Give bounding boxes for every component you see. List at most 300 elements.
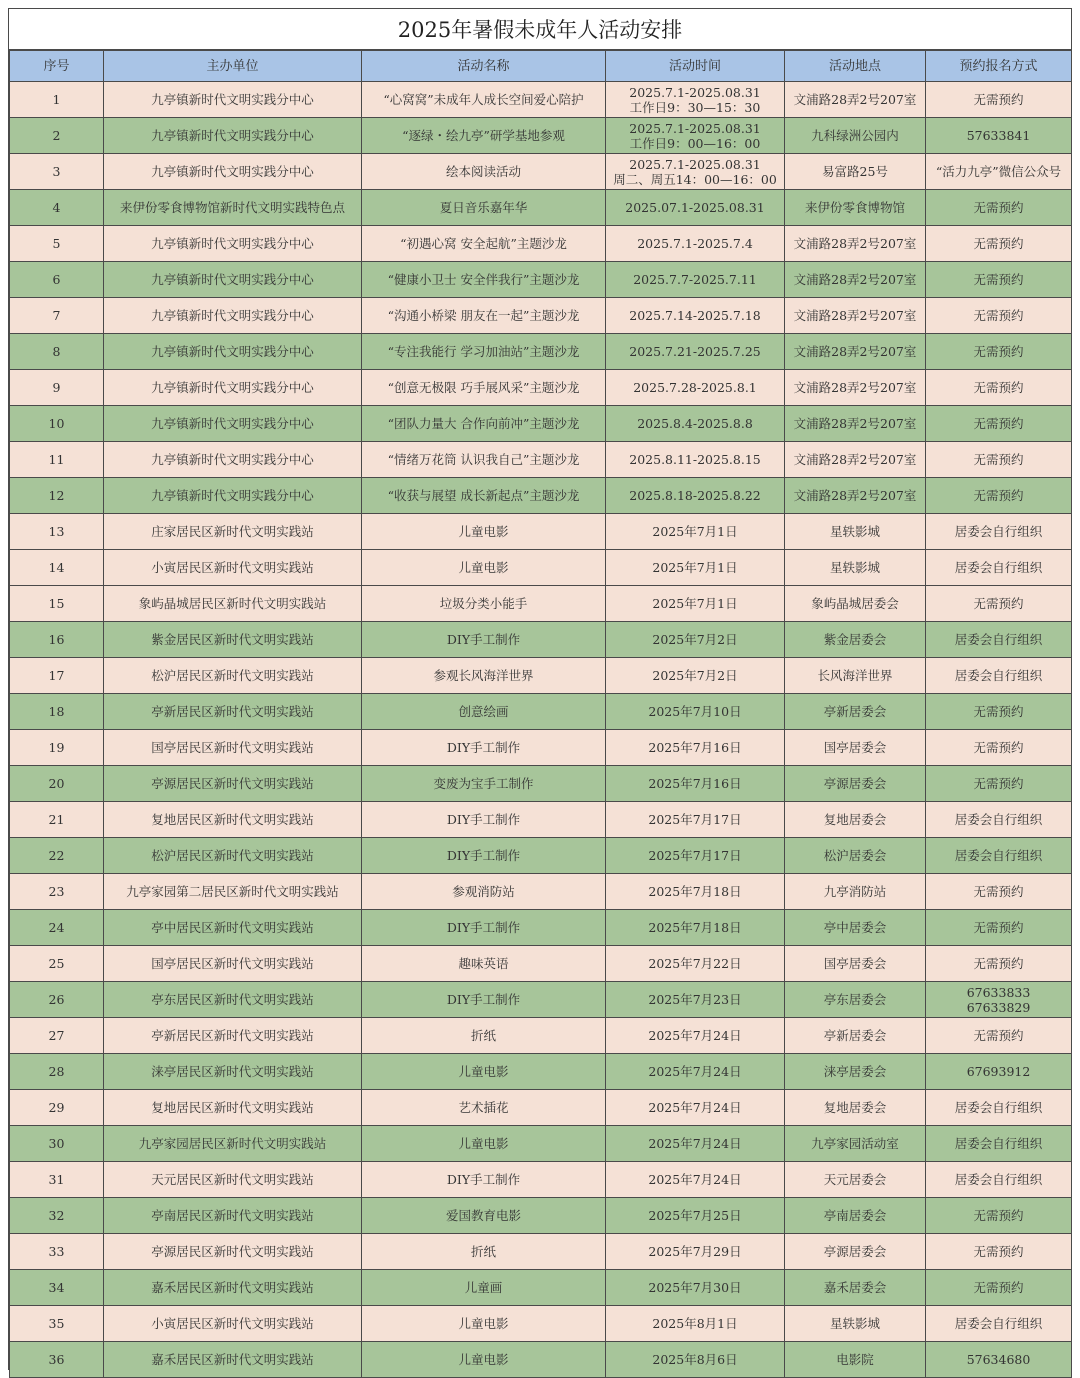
cell-signup-method: [926, 1018, 1072, 1054]
table-row: [10, 1090, 1072, 1126]
table-row: [10, 1054, 1072, 1090]
cell-activity-time-line: 2025.7.1-2025.08.31: [629, 84, 761, 100]
cell-activity-time: [606, 622, 785, 658]
cell-activity-time: [606, 1198, 785, 1234]
cell-activity-time-line: 2025年7月17日: [648, 812, 742, 827]
cell-signup-method: [926, 226, 1072, 262]
cell-activity-name: 夏日音乐嘉年华: [362, 190, 606, 226]
cell-activity-name: “创意无极限 巧手展风采”主题沙龙: [362, 370, 606, 406]
cell-organizer: 来伊份零食博物馆新时代文明实践特色点: [104, 190, 362, 226]
cell-activity-time: [606, 1342, 785, 1378]
cell-organizer: 九亭镇新时代文明实践分中心: [104, 406, 362, 442]
cell-signup-method-line: 无需预约: [973, 1028, 1024, 1043]
cell-activity-time-line: 2025年7月23日: [648, 992, 742, 1007]
cell-activity-time-line: 工作日9：00—16：00: [629, 135, 761, 151]
table-row: [10, 1198, 1072, 1234]
cell-activity-time: [606, 1090, 785, 1126]
cell-organizer: 九亭镇新时代文明实践分中心: [104, 370, 362, 406]
cell-no: 8: [10, 334, 104, 370]
cell-activity-time-line: 2025年7月22日: [648, 956, 742, 971]
cell-activity-name: 儿童电影: [362, 514, 606, 550]
cell-organizer: 九亭镇新时代文明实践分中心: [104, 226, 362, 262]
table-row: [10, 334, 1072, 370]
cell-activity-place: 亭新居委会: [785, 694, 926, 730]
cell-no: 34: [10, 1270, 104, 1306]
cell-no: 36: [10, 1342, 104, 1378]
cell-organizer: 九亭镇新时代文明实践分中心: [104, 478, 362, 514]
cell-activity-time: [606, 1018, 785, 1054]
cell-activity-name: “专注我能行 学习加油站”主题沙龙: [362, 334, 606, 370]
cell-activity-time: [606, 82, 785, 118]
cell-no: 14: [10, 550, 104, 586]
cell-activity-place: 星轶影城: [785, 550, 926, 586]
cell-activity-place: 涞亭居委会: [785, 1054, 926, 1090]
cell-activity-place: 天元居委会: [785, 1162, 926, 1198]
cell-activity-name: “初遇心窝 安全起航”主题沙龙: [362, 226, 606, 262]
cell-organizer: 松沪居民区新时代文明实践站: [104, 658, 362, 694]
table-row: [10, 802, 1072, 838]
cell-activity-time: [606, 1162, 785, 1198]
cell-signup-method-line: 无需预约: [973, 344, 1024, 359]
cell-activity-place: 文浦路28弄2号207室: [785, 478, 926, 514]
cell-activity-name: 儿童电影: [362, 1126, 606, 1162]
cell-signup-method: [926, 154, 1072, 190]
cell-signup-method-line: 居委会自行组织: [954, 1136, 1043, 1151]
cell-signup-method-line: 无需预约: [973, 272, 1024, 287]
cell-activity-name: “健康小卫士 安全伴我行”主题沙龙: [362, 262, 606, 298]
cell-activity-time: [606, 154, 785, 190]
cell-signup-method-line: 无需预约: [973, 596, 1024, 611]
table-row: [10, 982, 1072, 1018]
cell-activity-name: 艺术插花: [362, 1090, 606, 1126]
cell-signup-method: [926, 478, 1072, 514]
cell-no: 32: [10, 1198, 104, 1234]
cell-signup-method: [926, 118, 1072, 154]
cell-organizer: 象屿晶城居民区新时代文明实践站: [104, 586, 362, 622]
cell-signup-method-line: 无需预约: [973, 308, 1024, 323]
cell-signup-method: [926, 838, 1072, 874]
cell-signup-method-line: 居委会自行组织: [954, 560, 1043, 575]
cell-signup-method: [926, 1162, 1072, 1198]
cell-signup-method-line: 无需预约: [973, 416, 1024, 431]
cell-activity-name: “心窝窝”未成年人成长空间爱心陪护: [362, 82, 606, 118]
cell-activity-time-line: 2025.7.28-2025.8.1: [633, 380, 757, 395]
cell-activity-time-line: 2025.8.11-2025.8.15: [629, 452, 761, 467]
cell-activity-time: [606, 658, 785, 694]
schedule-table: [9, 50, 1072, 1378]
cell-activity-time-line: 周二、周五14：00—16：00: [613, 171, 777, 187]
table-row: [10, 514, 1072, 550]
cell-activity-time-line: 2025年7月18日: [648, 884, 742, 899]
cell-organizer: 亭新居民区新时代文明实践站: [104, 694, 362, 730]
table-row: [10, 1270, 1072, 1306]
cell-signup-method: [926, 982, 1072, 1018]
cell-signup-method: [926, 622, 1072, 658]
cell-signup-method: [926, 1126, 1072, 1162]
cell-no: 4: [10, 190, 104, 226]
cell-activity-name: DIY手工制作: [362, 838, 606, 874]
cell-signup-method: [926, 1090, 1072, 1126]
cell-signup-method: [926, 190, 1072, 226]
cell-activity-time: [606, 586, 785, 622]
cell-signup-method-line: 居委会自行组织: [954, 812, 1043, 827]
cell-no: 6: [10, 262, 104, 298]
cell-signup-method-line: “活力九亭”微信公众号: [935, 164, 1062, 179]
cell-no: 24: [10, 910, 104, 946]
cell-organizer: 小寅居民区新时代文明实践站: [104, 1306, 362, 1342]
cell-signup-method-line: 57633841: [966, 128, 1031, 143]
cell-activity-place: 文浦路28弄2号207室: [785, 442, 926, 478]
cell-activity-place: 九亭家园活动室: [785, 1126, 926, 1162]
cell-no: 28: [10, 1054, 104, 1090]
cell-activity-place: 九亭消防站: [785, 874, 926, 910]
cell-activity-place: 亭南居委会: [785, 1198, 926, 1234]
cell-no: 5: [10, 226, 104, 262]
cell-organizer: 亭源居民区新时代文明实践站: [104, 766, 362, 802]
table-row: [10, 586, 1072, 622]
cell-activity-time: [606, 982, 785, 1018]
cell-activity-time-line: 2025年8月6日: [652, 1352, 738, 1367]
header-activity-time: 活动时间: [606, 51, 785, 82]
cell-organizer: 复地居民区新时代文明实践站: [104, 802, 362, 838]
cell-signup-method-line: 无需预约: [973, 200, 1024, 215]
cell-organizer: 九亭镇新时代文明实践分中心: [104, 154, 362, 190]
cell-signup-method: [926, 1306, 1072, 1342]
cell-activity-time-line: 2025年7月1日: [652, 560, 738, 575]
cell-activity-name: “收获与展望 成长新起点”主题沙龙: [362, 478, 606, 514]
cell-activity-place: 来伊份零食博物馆: [785, 190, 926, 226]
cell-signup-method: [926, 550, 1072, 586]
cell-activity-place: 亭新居委会: [785, 1018, 926, 1054]
cell-activity-place: 文浦路28弄2号207室: [785, 370, 926, 406]
cell-signup-method-line: 无需预约: [973, 920, 1024, 935]
cell-activity-name: 创意绘画: [362, 694, 606, 730]
cell-organizer: 嘉禾居民区新时代文明实践站: [104, 1270, 362, 1306]
cell-no: 30: [10, 1126, 104, 1162]
cell-signup-method: [926, 298, 1072, 334]
cell-organizer: 亭东居民区新时代文明实践站: [104, 982, 362, 1018]
cell-activity-name: “团队力量大 合作向前冲”主题沙龙: [362, 406, 606, 442]
cell-organizer: 涞亭居民区新时代文明实践站: [104, 1054, 362, 1090]
cell-activity-time-line: 2025年7月1日: [652, 524, 738, 539]
cell-activity-time: [606, 190, 785, 226]
cell-activity-time-line: 2025.7.21-2025.7.25: [629, 344, 761, 359]
cell-signup-method-line: 无需预约: [973, 236, 1024, 251]
cell-activity-time-line: 2025年7月16日: [648, 776, 742, 791]
cell-activity-name: 折纸: [362, 1234, 606, 1270]
cell-organizer: 九亭镇新时代文明实践分中心: [104, 262, 362, 298]
table-row: [10, 154, 1072, 190]
cell-signup-method-line: 无需预约: [973, 92, 1024, 107]
cell-organizer: 庄家居民区新时代文明实践站: [104, 514, 362, 550]
cell-signup-method-line: 57634680: [966, 1352, 1031, 1367]
cell-activity-time-line: 2025年7月24日: [648, 1172, 742, 1187]
cell-signup-method: [926, 766, 1072, 802]
cell-activity-time: [606, 910, 785, 946]
cell-organizer: 九亭镇新时代文明实践分中心: [104, 298, 362, 334]
cell-activity-place: 易富路25号: [785, 154, 926, 190]
cell-activity-name: DIY手工制作: [362, 730, 606, 766]
cell-signup-method-line: 67633829: [966, 999, 1031, 1015]
cell-activity-time: [606, 550, 785, 586]
cell-signup-method-line: 67693912: [966, 1064, 1031, 1079]
cell-no: 20: [10, 766, 104, 802]
cell-activity-time-line: 2025.7.1-2025.08.31: [629, 120, 761, 136]
cell-activity-place: 紫金居委会: [785, 622, 926, 658]
table-row: [10, 406, 1072, 442]
cell-activity-time: [606, 298, 785, 334]
cell-no: 16: [10, 622, 104, 658]
cell-signup-method: [926, 442, 1072, 478]
cell-no: 2: [10, 118, 104, 154]
cell-no: 15: [10, 586, 104, 622]
cell-activity-time: [606, 874, 785, 910]
table-body: [10, 82, 1072, 1378]
cell-activity-time-line: 2025.7.1-2025.7.4: [637, 236, 753, 251]
cell-organizer: 嘉禾居民区新时代文明实践站: [104, 1342, 362, 1378]
table-row: [10, 118, 1072, 154]
cell-activity-time-line: 2025年8月1日: [652, 1316, 738, 1331]
cell-activity-place: 文浦路28弄2号207室: [785, 334, 926, 370]
header-no: 序号: [10, 51, 104, 82]
cell-activity-time: [606, 838, 785, 874]
cell-no: 25: [10, 946, 104, 982]
cell-activity-place: 文浦路28弄2号207室: [785, 226, 926, 262]
cell-activity-time: [606, 118, 785, 154]
cell-activity-name: 儿童电影: [362, 1306, 606, 1342]
cell-activity-name: 绘本阅读活动: [362, 154, 606, 190]
cell-signup-method-line: 无需预约: [973, 740, 1024, 755]
cell-activity-place: 文浦路28弄2号207室: [785, 298, 926, 334]
cell-activity-time-line: 2025.7.1-2025.08.31: [629, 156, 761, 172]
cell-signup-method: [926, 586, 1072, 622]
cell-activity-place: 电影院: [785, 1342, 926, 1378]
table-row: [10, 946, 1072, 982]
cell-no: 29: [10, 1090, 104, 1126]
cell-activity-time-line: 2025年7月10日: [648, 704, 742, 719]
cell-activity-time: [606, 514, 785, 550]
cell-activity-place: 象屿晶城居委会: [785, 586, 926, 622]
cell-activity-time: [606, 1054, 785, 1090]
table-row: [10, 226, 1072, 262]
cell-signup-method: [926, 946, 1072, 982]
cell-organizer: 九亭镇新时代文明实践分中心: [104, 118, 362, 154]
header-organizer: 主办单位: [104, 51, 362, 82]
cell-activity-name: DIY手工制作: [362, 1162, 606, 1198]
table-row: [10, 190, 1072, 226]
cell-signup-method: [926, 1054, 1072, 1090]
cell-signup-method-line: 居委会自行组织: [954, 1316, 1043, 1331]
cell-organizer: 紫金居民区新时代文明实践站: [104, 622, 362, 658]
cell-no: 17: [10, 658, 104, 694]
cell-activity-place: 文浦路28弄2号207室: [785, 406, 926, 442]
cell-activity-time: [606, 766, 785, 802]
cell-activity-time: [606, 442, 785, 478]
cell-activity-place: 国亭居委会: [785, 730, 926, 766]
cell-activity-time-line: 2025年7月1日: [652, 596, 738, 611]
cell-activity-name: DIY手工制作: [362, 910, 606, 946]
cell-activity-name: 垃圾分类小能手: [362, 586, 606, 622]
cell-organizer: 九亭镇新时代文明实践分中心: [104, 334, 362, 370]
cell-organizer: 九亭家园居民区新时代文明实践站: [104, 1126, 362, 1162]
cell-activity-place: 九科绿洲公园内: [785, 118, 926, 154]
table-row: [10, 1162, 1072, 1198]
cell-activity-name: 儿童电影: [362, 1342, 606, 1378]
cell-activity-place: 星轶影城: [785, 514, 926, 550]
cell-no: 33: [10, 1234, 104, 1270]
cell-activity-name: 趣味英语: [362, 946, 606, 982]
cell-activity-time-line: 2025年7月2日: [652, 668, 738, 683]
cell-organizer: 亭中居民区新时代文明实践站: [104, 910, 362, 946]
cell-activity-place: 复地居委会: [785, 1090, 926, 1126]
cell-signup-method-line: 无需预约: [973, 884, 1024, 899]
cell-activity-time-line: 2025.8.4-2025.8.8: [637, 416, 753, 431]
cell-activity-place: 文浦路28弄2号207室: [785, 82, 926, 118]
cell-signup-method-line: 无需预约: [973, 956, 1024, 971]
cell-signup-method-line: 居委会自行组织: [954, 524, 1043, 539]
header-signup-method: 预约报名方式: [926, 51, 1072, 82]
cell-signup-method: [926, 82, 1072, 118]
table-row: [10, 370, 1072, 406]
header-activity-place: 活动地点: [785, 51, 926, 82]
cell-activity-place: 国亭居委会: [785, 946, 926, 982]
table-row: [10, 622, 1072, 658]
schedule-sheet: [8, 8, 1072, 1370]
cell-signup-method: [926, 694, 1072, 730]
cell-activity-time: [606, 1234, 785, 1270]
cell-activity-time: [606, 730, 785, 766]
cell-organizer: 天元居民区新时代文明实践站: [104, 1162, 362, 1198]
table-row: [10, 874, 1072, 910]
cell-no: 18: [10, 694, 104, 730]
cell-signup-method-line: 居委会自行组织: [954, 632, 1043, 647]
cell-signup-method: [926, 1198, 1072, 1234]
table-row: [10, 838, 1072, 874]
cell-activity-time-line: 2025年7月16日: [648, 740, 742, 755]
cell-organizer: 复地居民区新时代文明实践站: [104, 1090, 362, 1126]
cell-activity-name: 折纸: [362, 1018, 606, 1054]
cell-activity-name: 爱国教育电影: [362, 1198, 606, 1234]
cell-activity-time: [606, 334, 785, 370]
cell-activity-name: 儿童画: [362, 1270, 606, 1306]
cell-organizer: 国亭居民区新时代文明实践站: [104, 730, 362, 766]
cell-activity-name: 儿童电影: [362, 1054, 606, 1090]
cell-signup-method-line: 无需预约: [973, 1280, 1024, 1295]
cell-activity-name: “情绪万花筒 认识我自己”主题沙龙: [362, 442, 606, 478]
cell-signup-method: [926, 1270, 1072, 1306]
cell-signup-method-line: 无需预约: [973, 776, 1024, 791]
cell-organizer: 九亭家园第二居民区新时代文明实践站: [104, 874, 362, 910]
cell-activity-place: 亭源居委会: [785, 1234, 926, 1270]
cell-signup-method-line: 67633833: [966, 984, 1031, 1000]
table-row: [10, 298, 1072, 334]
table-row: [10, 1342, 1072, 1378]
cell-activity-time-line: 工作日9：30—15：30: [629, 99, 761, 115]
cell-activity-name: 儿童电影: [362, 550, 606, 586]
cell-activity-place: 松沪居委会: [785, 838, 926, 874]
cell-activity-time: [606, 1306, 785, 1342]
header-row: [10, 51, 1072, 82]
table-row: [10, 82, 1072, 118]
cell-activity-time: [606, 370, 785, 406]
cell-activity-time-line: 2025年7月30日: [648, 1280, 742, 1295]
table-row: [10, 766, 1072, 802]
cell-activity-time: [606, 262, 785, 298]
table-row: [10, 1018, 1072, 1054]
cell-no: 31: [10, 1162, 104, 1198]
cell-activity-time: [606, 802, 785, 838]
cell-no: 10: [10, 406, 104, 442]
table-row: [10, 1126, 1072, 1162]
cell-no: 3: [10, 154, 104, 190]
cell-organizer: 九亭镇新时代文明实践分中心: [104, 442, 362, 478]
cell-signup-method: [926, 514, 1072, 550]
cell-activity-time-line: 2025.7.7-2025.7.11: [633, 272, 757, 287]
table-row: [10, 478, 1072, 514]
cell-signup-method: [926, 802, 1072, 838]
table-row: [10, 730, 1072, 766]
cell-no: 26: [10, 982, 104, 1018]
cell-no: 9: [10, 370, 104, 406]
cell-signup-method: [926, 1342, 1072, 1378]
cell-signup-method: [926, 334, 1072, 370]
cell-activity-time: [606, 946, 785, 982]
cell-no: 27: [10, 1018, 104, 1054]
cell-no: 12: [10, 478, 104, 514]
cell-activity-name: “逐绿・绘九亭”研学基地参观: [362, 118, 606, 154]
cell-activity-time-line: 2025年7月29日: [648, 1244, 742, 1259]
cell-organizer: 亭新居民区新时代文明实践站: [104, 1018, 362, 1054]
table-row: [10, 262, 1072, 298]
cell-activity-name: 参观消防站: [362, 874, 606, 910]
cell-no: 7: [10, 298, 104, 334]
cell-activity-name: DIY手工制作: [362, 802, 606, 838]
cell-activity-place: 长风海洋世界: [785, 658, 926, 694]
table-row: [10, 1234, 1072, 1270]
cell-organizer: 国亭居民区新时代文明实践站: [104, 946, 362, 982]
cell-organizer: 亭南居民区新时代文明实践站: [104, 1198, 362, 1234]
table-row: [10, 550, 1072, 586]
cell-activity-place: 亭中居委会: [785, 910, 926, 946]
cell-activity-place: 星轶影城: [785, 1306, 926, 1342]
cell-activity-time-line: 2025年7月24日: [648, 1100, 742, 1115]
table-row: [10, 658, 1072, 694]
cell-organizer: 亭源居民区新时代文明实践站: [104, 1234, 362, 1270]
cell-signup-method: [926, 730, 1072, 766]
cell-signup-method-line: 无需预约: [973, 380, 1024, 395]
cell-signup-method: [926, 910, 1072, 946]
cell-organizer: 九亭镇新时代文明实践分中心: [104, 82, 362, 118]
cell-activity-place: 嘉禾居委会: [785, 1270, 926, 1306]
cell-activity-name: 参观长风海洋世界: [362, 658, 606, 694]
cell-no: 35: [10, 1306, 104, 1342]
cell-no: 11: [10, 442, 104, 478]
cell-activity-time: [606, 1126, 785, 1162]
cell-activity-time-line: 2025年7月24日: [648, 1028, 742, 1043]
cell-signup-method-line: 无需预约: [973, 488, 1024, 503]
cell-signup-method: [926, 406, 1072, 442]
cell-activity-time-line: 2025年7月2日: [652, 632, 738, 647]
cell-activity-time: [606, 1270, 785, 1306]
cell-no: 21: [10, 802, 104, 838]
cell-signup-method-line: 无需预约: [973, 1244, 1024, 1259]
cell-activity-time: [606, 406, 785, 442]
cell-signup-method-line: 无需预约: [973, 452, 1024, 467]
cell-activity-time-line: 2025.8.18-2025.8.22: [629, 488, 761, 503]
cell-signup-method-line: 无需预约: [973, 704, 1024, 719]
cell-activity-time-line: 2025年7月24日: [648, 1064, 742, 1079]
cell-signup-method-line: 居委会自行组织: [954, 848, 1043, 863]
